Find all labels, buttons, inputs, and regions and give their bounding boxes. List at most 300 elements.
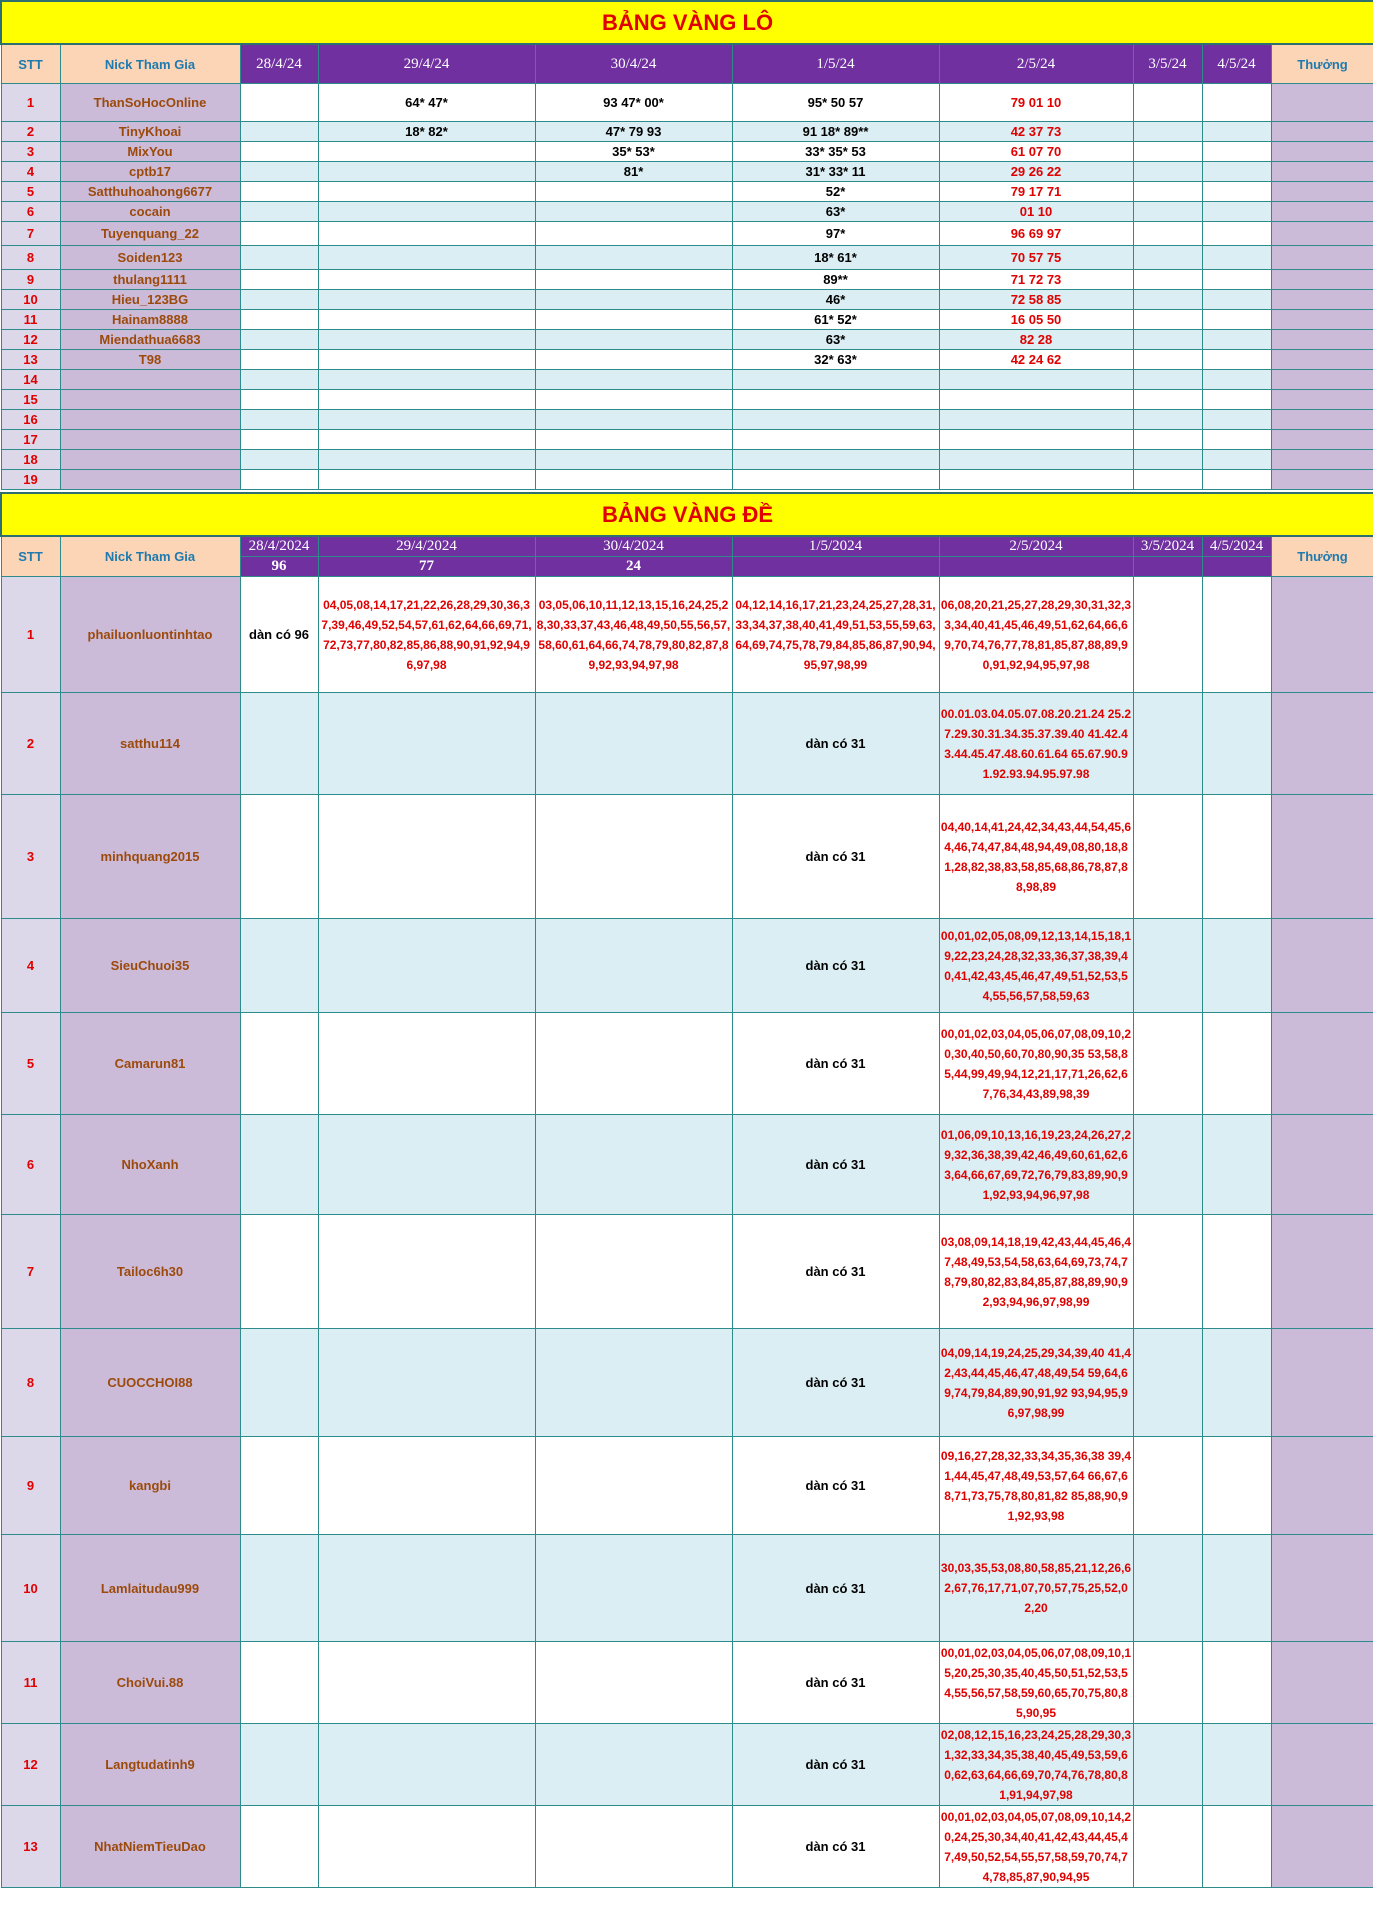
lo-pick-cell [939, 370, 1133, 390]
lo-bonus-cell [1271, 370, 1373, 390]
lo-stt-cell: 16 [1, 410, 60, 430]
lo-pick-cell [732, 430, 939, 450]
de-numbers-cell [318, 1642, 535, 1724]
lo-row [1, 390, 1373, 410]
de-numbers-cell: 00,01,02,03,04,05,06,07,08,09,10,20,30,40,50,60,70,80,90,35 53,58,85,44,99,49,94,12,21,17,71,26,62,67,76,34,43,89,98,39 [939, 1013, 1133, 1115]
de-result [732, 557, 939, 577]
lo-nick-cell [60, 390, 240, 410]
lo-stt-cell: 6 [1, 202, 60, 222]
lo-pick-cell [1202, 84, 1271, 122]
de-row [1, 1013, 1373, 1115]
de-numbers-cell [535, 1642, 732, 1724]
de-numbers-cell [318, 1437, 535, 1535]
de-stt-cell: 2 [1, 693, 60, 795]
lo-nick-cell: cptb17 [60, 162, 240, 182]
de-numbers-cell [240, 1013, 318, 1115]
de-header-row [1, 536, 1373, 557]
de-numbers-cell: 02,08,12,15,16,23,24,25,28,29,30,31,32,33,34,35,38,40,45,49,53,59,60,62,63,64,66,69,70,74,76,78,80,81,91,94,97,98 [939, 1724, 1133, 1806]
de-numbers-cell [1202, 1642, 1271, 1724]
lo-pick-cell [240, 162, 318, 182]
lo-pick-cell [1133, 350, 1202, 370]
de-summary-cell: dàn có 31 [732, 1535, 939, 1642]
de-nick-cell: NhoXanh [60, 1115, 240, 1215]
lo-pick-cell [1202, 246, 1271, 270]
de-bonus-cell [1271, 693, 1373, 795]
lo-pick-cell [1133, 182, 1202, 202]
lo-date-header: 28/4/24 [240, 44, 318, 84]
lo-pick-cell: 01 10 [939, 202, 1133, 222]
de-numbers-cell [318, 1215, 535, 1329]
de-numbers-cell [318, 1535, 535, 1642]
lo-pick-cell [1202, 222, 1271, 246]
lo-pick-cell: 95* 50 57 [732, 84, 939, 122]
lo-pick-cell [240, 430, 318, 450]
lo-nick-cell [60, 470, 240, 490]
lo-pick-cell [318, 350, 535, 370]
lo-pick-cell: 18* 61* [732, 246, 939, 270]
de-numbers-cell [240, 1642, 318, 1724]
lo-pick-cell [732, 450, 939, 470]
lo-pick-cell [240, 330, 318, 350]
de-numbers-cell [1133, 795, 1202, 919]
lo-row [1, 246, 1373, 270]
lo-pick-cell [240, 410, 318, 430]
lo-row [1, 450, 1373, 470]
de-nick-cell: kangbi [60, 1437, 240, 1535]
lo-pick-cell: 33* 35* 53 [732, 142, 939, 162]
lo-stt-cell: 8 [1, 246, 60, 270]
de-numbers-cell [535, 919, 732, 1013]
lo-table [0, 0, 1373, 490]
lo-pick-cell [240, 350, 318, 370]
de-nick-cell: CUOCCHOI88 [60, 1329, 240, 1437]
lo-row [1, 410, 1373, 430]
lo-pick-cell [318, 450, 535, 470]
lo-pick-cell [535, 410, 732, 430]
lo-pick-cell [535, 270, 732, 290]
de-nick-cell: minhquang2015 [60, 795, 240, 919]
de-numbers-cell: 04,05,08,14,17,21,22,26,28,29,30,36,37,39,46,49,52,54,57,61,62,64,66,69,71,72,73,77,80,82,85,86,88,90,91,92,94,96,97,98 [318, 577, 535, 693]
de-numbers-cell: 01,06,09,10,13,16,19,23,24,26,27,29,32,36,38,39,42,46,49,60,61,62,63,64,66,67,69,72,76,79,83,89,90,91,92,93,94,96,97,98 [939, 1115, 1133, 1215]
lo-bonus-cell [1271, 350, 1373, 370]
de-numbers-cell: 00,01,02,03,04,05,06,07,08,09,10,15,20,25,30,35,40,45,50,51,52,53,54,55,56,57,58,59,60,65,70,75,80,85,90,95 [939, 1642, 1133, 1724]
lo-pick-cell [535, 246, 732, 270]
de-numbers-cell [240, 1724, 318, 1806]
lo-pick-cell [318, 410, 535, 430]
lo-nick-cell: Soiden123 [60, 246, 240, 270]
de-title: BẢNG VÀNG ĐỀ [1, 493, 1373, 536]
lo-pick-cell [240, 390, 318, 410]
lo-pick-cell [318, 142, 535, 162]
lo-nick-cell: ThanSoHocOnline [60, 84, 240, 122]
lo-pick-cell [240, 450, 318, 470]
lo-pick-cell [732, 410, 939, 430]
lo-bonus-cell [1271, 182, 1373, 202]
lo-pick-cell: 96 69 97 [939, 222, 1133, 246]
lo-pick-cell [1202, 162, 1271, 182]
de-numbers-cell: 04,12,14,16,17,21,23,24,25,27,28,31,33,34,37,38,40,41,49,51,53,55,59,63,64,69,74,75,78,79,84,85,86,87,90,94,95,97,98,99 [732, 577, 939, 693]
lo-bonus-cell [1271, 410, 1373, 430]
de-result: 96 [240, 557, 318, 577]
lo-bonus-cell [1271, 310, 1373, 330]
lo-pick-cell: 81* [535, 162, 732, 182]
lo-bonus-cell [1271, 330, 1373, 350]
de-stt-cell: 6 [1, 1115, 60, 1215]
lo-nick-cell: Satthuhoahong6677 [60, 182, 240, 202]
de-result [939, 557, 1133, 577]
de-numbers-cell [535, 1724, 732, 1806]
de-summary-cell: dàn có 31 [732, 919, 939, 1013]
lo-pick-cell: 63* [732, 202, 939, 222]
lo-nick-cell: Miendathua6683 [60, 330, 240, 350]
de-numbers-cell: 06,08,20,21,25,27,28,29,30,31,32,33,34,40,41,45,46,49,51,62,64,66,69,70,74,76,77,78,81,85,87,88,89,90,91,92,94,95,97,98 [939, 577, 1133, 693]
lo-nick-header: Nick Tham Gia [60, 44, 240, 84]
de-stt-cell: 1 [1, 577, 60, 693]
lo-stt-cell: 3 [1, 142, 60, 162]
de-numbers-cell: 00,01,02,05,08,09,12,13,14,15,18,19,22,23,24,28,32,33,36,37,38,39,40,41,42,43,45,46,47,49,51,52,53,54,55,56,57,58,59,63 [939, 919, 1133, 1013]
de-result: 77 [318, 557, 535, 577]
lo-pick-cell: 61 07 70 [939, 142, 1133, 162]
de-numbers-cell [1202, 1115, 1271, 1215]
de-numbers-cell [1202, 1215, 1271, 1329]
lo-stt-cell: 11 [1, 310, 60, 330]
lo-pick-cell [1202, 202, 1271, 222]
de-date-header: 28/4/2024 [240, 536, 318, 557]
de-numbers-cell [318, 1806, 535, 1888]
lo-pick-cell [1202, 310, 1271, 330]
de-bonus-cell [1271, 1115, 1373, 1215]
lo-pick-cell: 31* 33* 11 [732, 162, 939, 182]
de-numbers-cell [535, 1215, 732, 1329]
lo-pick-cell [240, 122, 318, 142]
lo-pick-cell [240, 246, 318, 270]
de-numbers-cell [535, 1535, 732, 1642]
lo-nick-cell [60, 430, 240, 450]
de-nick-cell: Camarun81 [60, 1013, 240, 1115]
de-numbers-cell [240, 1329, 318, 1437]
de-numbers-cell [1133, 919, 1202, 1013]
de-numbers-cell: 04,09,14,19,24,25,29,34,39,40 41,42,43,44,45,46,47,48,49,54 59,64,69,74,79,84,89,90,91,92 93,94,95,96,97,98,99 [939, 1329, 1133, 1437]
de-numbers-cell [240, 795, 318, 919]
lo-pick-cell [318, 162, 535, 182]
lo-bonus-cell [1271, 290, 1373, 310]
lo-pick-cell [535, 430, 732, 450]
lo-row [1, 84, 1373, 122]
lo-pick-cell [240, 222, 318, 246]
lo-pick-cell [240, 470, 318, 490]
de-numbers-cell [318, 1115, 535, 1215]
lo-bonus-cell [1271, 202, 1373, 222]
lo-pick-cell [1133, 470, 1202, 490]
de-summary-cell: dàn có 31 [732, 1806, 939, 1888]
de-numbers-cell [240, 1806, 318, 1888]
de-bonus-cell [1271, 919, 1373, 1013]
de-numbers-cell [318, 1013, 535, 1115]
lo-pick-cell [318, 246, 535, 270]
lo-stt-cell: 7 [1, 222, 60, 246]
lo-stt-cell: 10 [1, 290, 60, 310]
de-numbers-cell [1202, 693, 1271, 795]
lo-pick-cell: 70 57 75 [939, 246, 1133, 270]
lo-pick-cell: 97* [732, 222, 939, 246]
lo-bonus-cell [1271, 390, 1373, 410]
de-numbers-cell [1202, 919, 1271, 1013]
de-row [1, 1437, 1373, 1535]
lo-nick-cell: T98 [60, 350, 240, 370]
de-bonus-cell [1271, 577, 1373, 693]
lo-pick-cell: 71 72 73 [939, 270, 1133, 290]
lo-pick-cell [535, 182, 732, 202]
de-numbers-cell [1202, 1806, 1271, 1888]
lo-pick-cell [318, 370, 535, 390]
lo-pick-cell [318, 390, 535, 410]
de-stt-cell: 12 [1, 1724, 60, 1806]
lo-pick-cell: 89** [732, 270, 939, 290]
lo-nick-cell: Tuyenquang_22 [60, 222, 240, 246]
lo-pick-cell [1133, 310, 1202, 330]
lo-title: BẢNG VÀNG LÔ [1, 1, 1373, 44]
lo-header-row [1, 44, 1373, 84]
lo-pick-cell: 79 17 71 [939, 182, 1133, 202]
lo-pick-cell [1202, 142, 1271, 162]
lo-pick-cell [1202, 350, 1271, 370]
lo-row [1, 310, 1373, 330]
lo-bonus-cell [1271, 270, 1373, 290]
lo-pick-cell [318, 330, 535, 350]
lo-pick-cell [318, 202, 535, 222]
lo-bonus-cell [1271, 450, 1373, 470]
lo-pick-cell [1133, 84, 1202, 122]
de-numbers-cell [535, 1806, 732, 1888]
lo-pick-cell [1202, 122, 1271, 142]
lo-pick-cell [318, 470, 535, 490]
lo-pick-cell [939, 390, 1133, 410]
lo-pick-cell [1202, 370, 1271, 390]
lo-pick-cell [1133, 450, 1202, 470]
de-bonus-cell [1271, 1806, 1373, 1888]
lo-pick-cell [1133, 122, 1202, 142]
lo-pick-cell [535, 370, 732, 390]
de-date-header: 29/4/2024 [318, 536, 535, 557]
de-nick-cell: NhatNiemTieuDao [60, 1806, 240, 1888]
de-numbers-cell [240, 693, 318, 795]
lo-bonus-cell [1271, 430, 1373, 450]
lo-pick-cell [939, 410, 1133, 430]
lo-pick-cell: 91 18* 89** [732, 122, 939, 142]
lo-nick-cell [60, 450, 240, 470]
de-bonus-cell [1271, 795, 1373, 919]
de-numbers-cell [1202, 1724, 1271, 1806]
lo-nick-cell: Hieu_123BG [60, 290, 240, 310]
de-row [1, 1806, 1373, 1888]
lo-pick-cell [240, 142, 318, 162]
de-summary-cell: dàn có 31 [732, 693, 939, 795]
de-bonus-cell [1271, 1329, 1373, 1437]
de-stt-cell: 11 [1, 1642, 60, 1724]
lo-pick-cell [240, 370, 318, 390]
lo-pick-cell [1202, 290, 1271, 310]
de-summary-cell: dàn có 96 [240, 577, 318, 693]
de-summary-cell: dàn có 31 [732, 1215, 939, 1329]
lo-pick-cell: 47* 79 93 [535, 122, 732, 142]
lo-date-header: 4/5/24 [1202, 44, 1271, 84]
lo-stt-cell: 13 [1, 350, 60, 370]
lo-pick-cell [1133, 142, 1202, 162]
lo-pick-cell: 72 58 85 [939, 290, 1133, 310]
lo-pick-cell [1133, 202, 1202, 222]
lo-pick-cell [535, 350, 732, 370]
lo-pick-cell [1133, 246, 1202, 270]
lo-pick-cell [939, 450, 1133, 470]
de-numbers-cell [1133, 1642, 1202, 1724]
lo-pick-cell [240, 202, 318, 222]
de-nick-cell: phailuonluontinhtao [60, 577, 240, 693]
de-body [1, 577, 1373, 1888]
de-numbers-cell: 00,01,02,03,04,05,07,08,09,10,14,20,24,25,30,34,40,41,42,43,44,45,47,49,50,52,54,55,57,58,59,70,74,74,78,85,87,90,94,95 [939, 1806, 1133, 1888]
lo-pick-cell [1202, 430, 1271, 450]
de-date-header: 2/5/2024 [939, 536, 1133, 557]
de-numbers-cell [1202, 795, 1271, 919]
de-stt-cell: 3 [1, 795, 60, 919]
lo-pick-cell: 42 24 62 [939, 350, 1133, 370]
lo-row [1, 222, 1373, 246]
lo-nick-cell: thulang1111 [60, 270, 240, 290]
lo-pick-cell [535, 222, 732, 246]
lo-stt-cell: 1 [1, 84, 60, 122]
lo-nick-cell [60, 410, 240, 430]
lo-pick-cell: 93 47* 00* [535, 84, 732, 122]
de-summary-cell: dàn có 31 [732, 1642, 939, 1724]
de-summary-cell: dàn có 31 [732, 795, 939, 919]
lo-stt-cell: 5 [1, 182, 60, 202]
lo-pick-cell [318, 430, 535, 450]
de-bonus-cell [1271, 1642, 1373, 1724]
de-date-header: 1/5/2024 [732, 536, 939, 557]
lo-pick-cell [1202, 410, 1271, 430]
lo-bonus-header: Thưởng [1271, 44, 1373, 84]
lo-pick-cell: 46* [732, 290, 939, 310]
lo-stt-cell: 15 [1, 390, 60, 410]
de-result [1202, 557, 1271, 577]
lo-nick-cell [60, 370, 240, 390]
lo-pick-cell [1202, 450, 1271, 470]
lo-pick-cell [1202, 390, 1271, 410]
lo-pick-cell [535, 450, 732, 470]
de-numbers-cell [1133, 1535, 1202, 1642]
lo-stt-header: STT [1, 44, 60, 84]
de-numbers-cell [240, 1437, 318, 1535]
lo-body [1, 84, 1373, 490]
lo-pick-cell [535, 310, 732, 330]
de-numbers-cell: 09,16,27,28,32,33,34,35,36,38 39,41,44,45,47,48,49,53,57,64 66,67,68,71,73,75,78,80,81,82 85,88,90,91,92,93,98 [939, 1437, 1133, 1535]
de-stt-cell: 9 [1, 1437, 60, 1535]
lo-pick-cell: 35* 53* [535, 142, 732, 162]
de-stt-cell: 5 [1, 1013, 60, 1115]
lo-bonus-cell [1271, 122, 1373, 142]
de-summary-cell: dàn có 31 [732, 1724, 939, 1806]
de-numbers-cell [535, 1437, 732, 1535]
lo-row [1, 122, 1373, 142]
de-date-header: 4/5/2024 [1202, 536, 1271, 557]
de-row [1, 1215, 1373, 1329]
de-row [1, 1535, 1373, 1642]
lo-row [1, 162, 1373, 182]
de-stt-header: STT [1, 536, 60, 577]
de-numbers-cell [240, 1115, 318, 1215]
lo-pick-cell [240, 270, 318, 290]
de-result: 24 [535, 557, 732, 577]
lo-pick-cell: 82 28 [939, 330, 1133, 350]
lo-row [1, 202, 1373, 222]
lo-nick-cell: TinyKhoai [60, 122, 240, 142]
lo-date-header: 3/5/24 [1133, 44, 1202, 84]
lo-pick-cell [1133, 430, 1202, 450]
lo-pick-cell [1133, 390, 1202, 410]
de-row [1, 1329, 1373, 1437]
de-numbers-cell [535, 1329, 732, 1437]
lo-pick-cell [1133, 270, 1202, 290]
de-nick-header: Nick Tham Gia [60, 536, 240, 577]
de-numbers-cell [1133, 1806, 1202, 1888]
lo-pick-cell [535, 202, 732, 222]
de-summary-cell: dàn có 31 [732, 1013, 939, 1115]
de-numbers-cell [1202, 577, 1271, 693]
de-numbers-cell [318, 1329, 535, 1437]
lo-pick-cell [318, 310, 535, 330]
de-numbers-cell: 03,05,06,10,11,12,13,15,16,24,25,28,30,33,37,43,46,48,49,50,55,56,57,58,60,61,64,66,74,78,79,80,82,87,89,92,93,94,97,98 [535, 577, 732, 693]
de-numbers-cell [1133, 693, 1202, 795]
lo-stt-cell: 12 [1, 330, 60, 350]
de-numbers-cell [535, 1013, 732, 1115]
de-bonus-cell [1271, 1437, 1373, 1535]
lo-stt-cell: 17 [1, 430, 60, 450]
de-nick-cell: satthu114 [60, 693, 240, 795]
de-row [1, 919, 1373, 1013]
de-bonus-cell [1271, 1535, 1373, 1642]
lo-stt-cell: 19 [1, 470, 60, 490]
lo-row [1, 142, 1373, 162]
de-numbers-cell [535, 795, 732, 919]
de-nick-cell: ChoiVui.88 [60, 1642, 240, 1724]
lo-bonus-cell [1271, 84, 1373, 122]
lo-date-header: 29/4/24 [318, 44, 535, 84]
lo-nick-cell: cocain [60, 202, 240, 222]
lo-pick-cell [1133, 222, 1202, 246]
de-numbers-cell [1133, 1013, 1202, 1115]
de-summary-cell: dàn có 31 [732, 1329, 939, 1437]
lo-pick-cell [535, 470, 732, 490]
de-numbers-cell: 04,40,14,41,24,42,34,43,44,54,45,64,46,74,47,84,48,94,49,08,80,18,81,28,82,38,83,58,85,68,86,78,87,88,98,89 [939, 795, 1133, 919]
de-row [1, 795, 1373, 919]
de-numbers-cell [318, 795, 535, 919]
de-numbers-cell [1202, 1329, 1271, 1437]
de-stt-cell: 7 [1, 1215, 60, 1329]
lo-pick-cell: 61* 52* [732, 310, 939, 330]
de-numbers-cell [1133, 1215, 1202, 1329]
lo-pick-cell [318, 270, 535, 290]
lo-bonus-cell [1271, 246, 1373, 270]
lo-stt-cell: 18 [1, 450, 60, 470]
lo-pick-cell [732, 370, 939, 390]
lo-pick-cell [535, 330, 732, 350]
lo-row [1, 270, 1373, 290]
lo-date-header: 1/5/24 [732, 44, 939, 84]
de-bonus-header: Thưởng [1271, 536, 1373, 577]
de-numbers-cell [1133, 1329, 1202, 1437]
lo-pick-cell [240, 84, 318, 122]
lo-row [1, 330, 1373, 350]
lo-pick-cell [240, 310, 318, 330]
